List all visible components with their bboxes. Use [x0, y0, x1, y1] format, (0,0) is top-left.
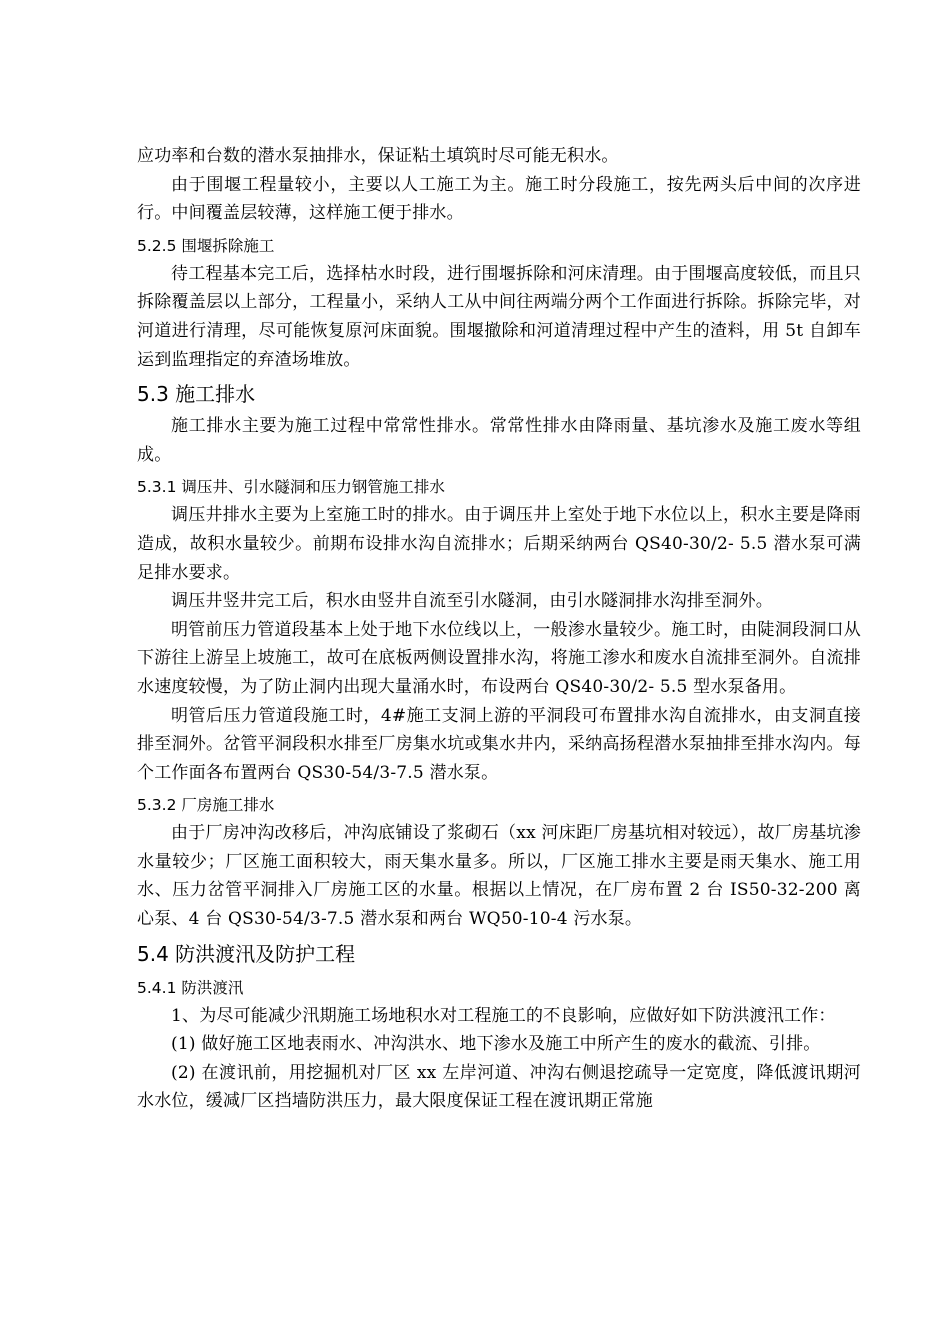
paragraph: 施工排水主要为施工过程中常常性排水。常常性排水由降雨量、基坑渗水及施工废水等组成。: [137, 416, 861, 465]
paragraph: 调压井排水主要为上室施工时的排水。由于调压井上室处于地下水位以上，积水主要是降雨造成，故积水量较少。前期布设排水沟自流排水；后期采纳两台 QS40-30/2- 5.5 潜水泵可满足排水要求。: [137, 505, 861, 583]
section-heading-5-3-2: 5.3.2 厂房施工排水: [137, 796, 275, 815]
list-item: (1) 做好施工区地表雨水、冲沟洪水、地下渗水及施工中所产生的废水的截流、引排。: [171, 1034, 821, 1055]
paragraph: 应功率和台数的潜水泵抽排水，保证粘土填筑时尽可能无积水。: [137, 146, 619, 166]
section-heading-5-2-5: 5.2.5 围堰拆除施工: [137, 236, 275, 255]
section-heading-5-3: 5.3 施工排水: [137, 382, 256, 407]
section-heading-5-4-1: 5.4.1 防洪渡汛: [137, 978, 244, 997]
section-heading-5-4: 5.4 防洪渡汛及防护工程: [137, 941, 356, 966]
paragraph: 1、为尽可能减少汛期施工场地积水对工程施工的不良影响，应做好如下防洪渡汛工作：: [171, 1005, 836, 1026]
paragraph: 待工程基本完工后，选择枯水时段，进行围堰拆除和河床清理。由于围堰高度较低，而且只拆除覆盖层以上部分，工程量小，采纳人工从中间往两端分两个工作面进行拆除。拆除完毕，对河道进行清理，尽可能恢复原河床面貌。围堰撤除和河道清理过程中产生的渣料，用 5t 自卸车运到监理指定的弃渣场堆放。: [137, 263, 861, 370]
paragraph: 明管后压力管道段施工时，4#施工支洞上游的平洞段可布置排水沟自流排水，由支洞直接排至洞外。岔管平洞段积水排至厂房集水坑或集水井内，采纳高扬程潜水泵抽排至排水沟内。每个工作面各布置两台 QS30-54/3-7.5 潜水泵。: [137, 705, 861, 783]
section-heading-5-3-1: 5.3.1 调压井、引水隧洞和压力钢管施工排水: [137, 478, 445, 497]
list-item: (2) 在渡讯前，用挖掘机对厂区 xx 左岸河道、冲沟右侧退挖疏导一定宽度，降低渡讯期河水水位，缓减厂区挡墙防洪压力，最大限度保证工程在渡讯期正常施: [137, 1062, 861, 1112]
paragraph: 由于厂房冲沟改移后，冲沟底铺设了浆砌石（xx 河床距厂房基坑相对较远），故厂房基坑渗水量较少；厂区施工面积较大，雨天集水量多。所以，厂区施工排水主要是雨天集水、施工用水、压力岔管平洞排入厂房施工区的水量。根据以上情况，在厂房布置 2 台 IS50-32-200 离心泵、4 台 QS30-54/3-7.5 潜水泵和两台 WQ50-10-4 污水泵。: [137, 823, 861, 930]
paragraph: 由于围堰工程量较小，主要以人工施工为主。施工时分段施工，按先两头后中间的次序进行。中间覆盖层较薄，这样施工便于排水。: [137, 174, 861, 224]
document-body: [137, 142, 861, 1116]
paragraph: 调压井竖井完工后，积水由竖井自流至引水隧洞，由引水隧洞排水沟排至洞外。: [171, 591, 773, 612]
paragraph: 明管前压力管道段基本上处于地下水位线以上，一般渗水量较少。施工时，由陡洞段洞口从下游往上游呈上坡施工，故可在底板两侧设置排水沟，将施工渗水和废水自流排至洞外。自流排水速度较慢，为了防止洞内出现大量涌水时，布设两台 QS40-30/2- 5.5 型水泵备用。: [137, 619, 861, 697]
